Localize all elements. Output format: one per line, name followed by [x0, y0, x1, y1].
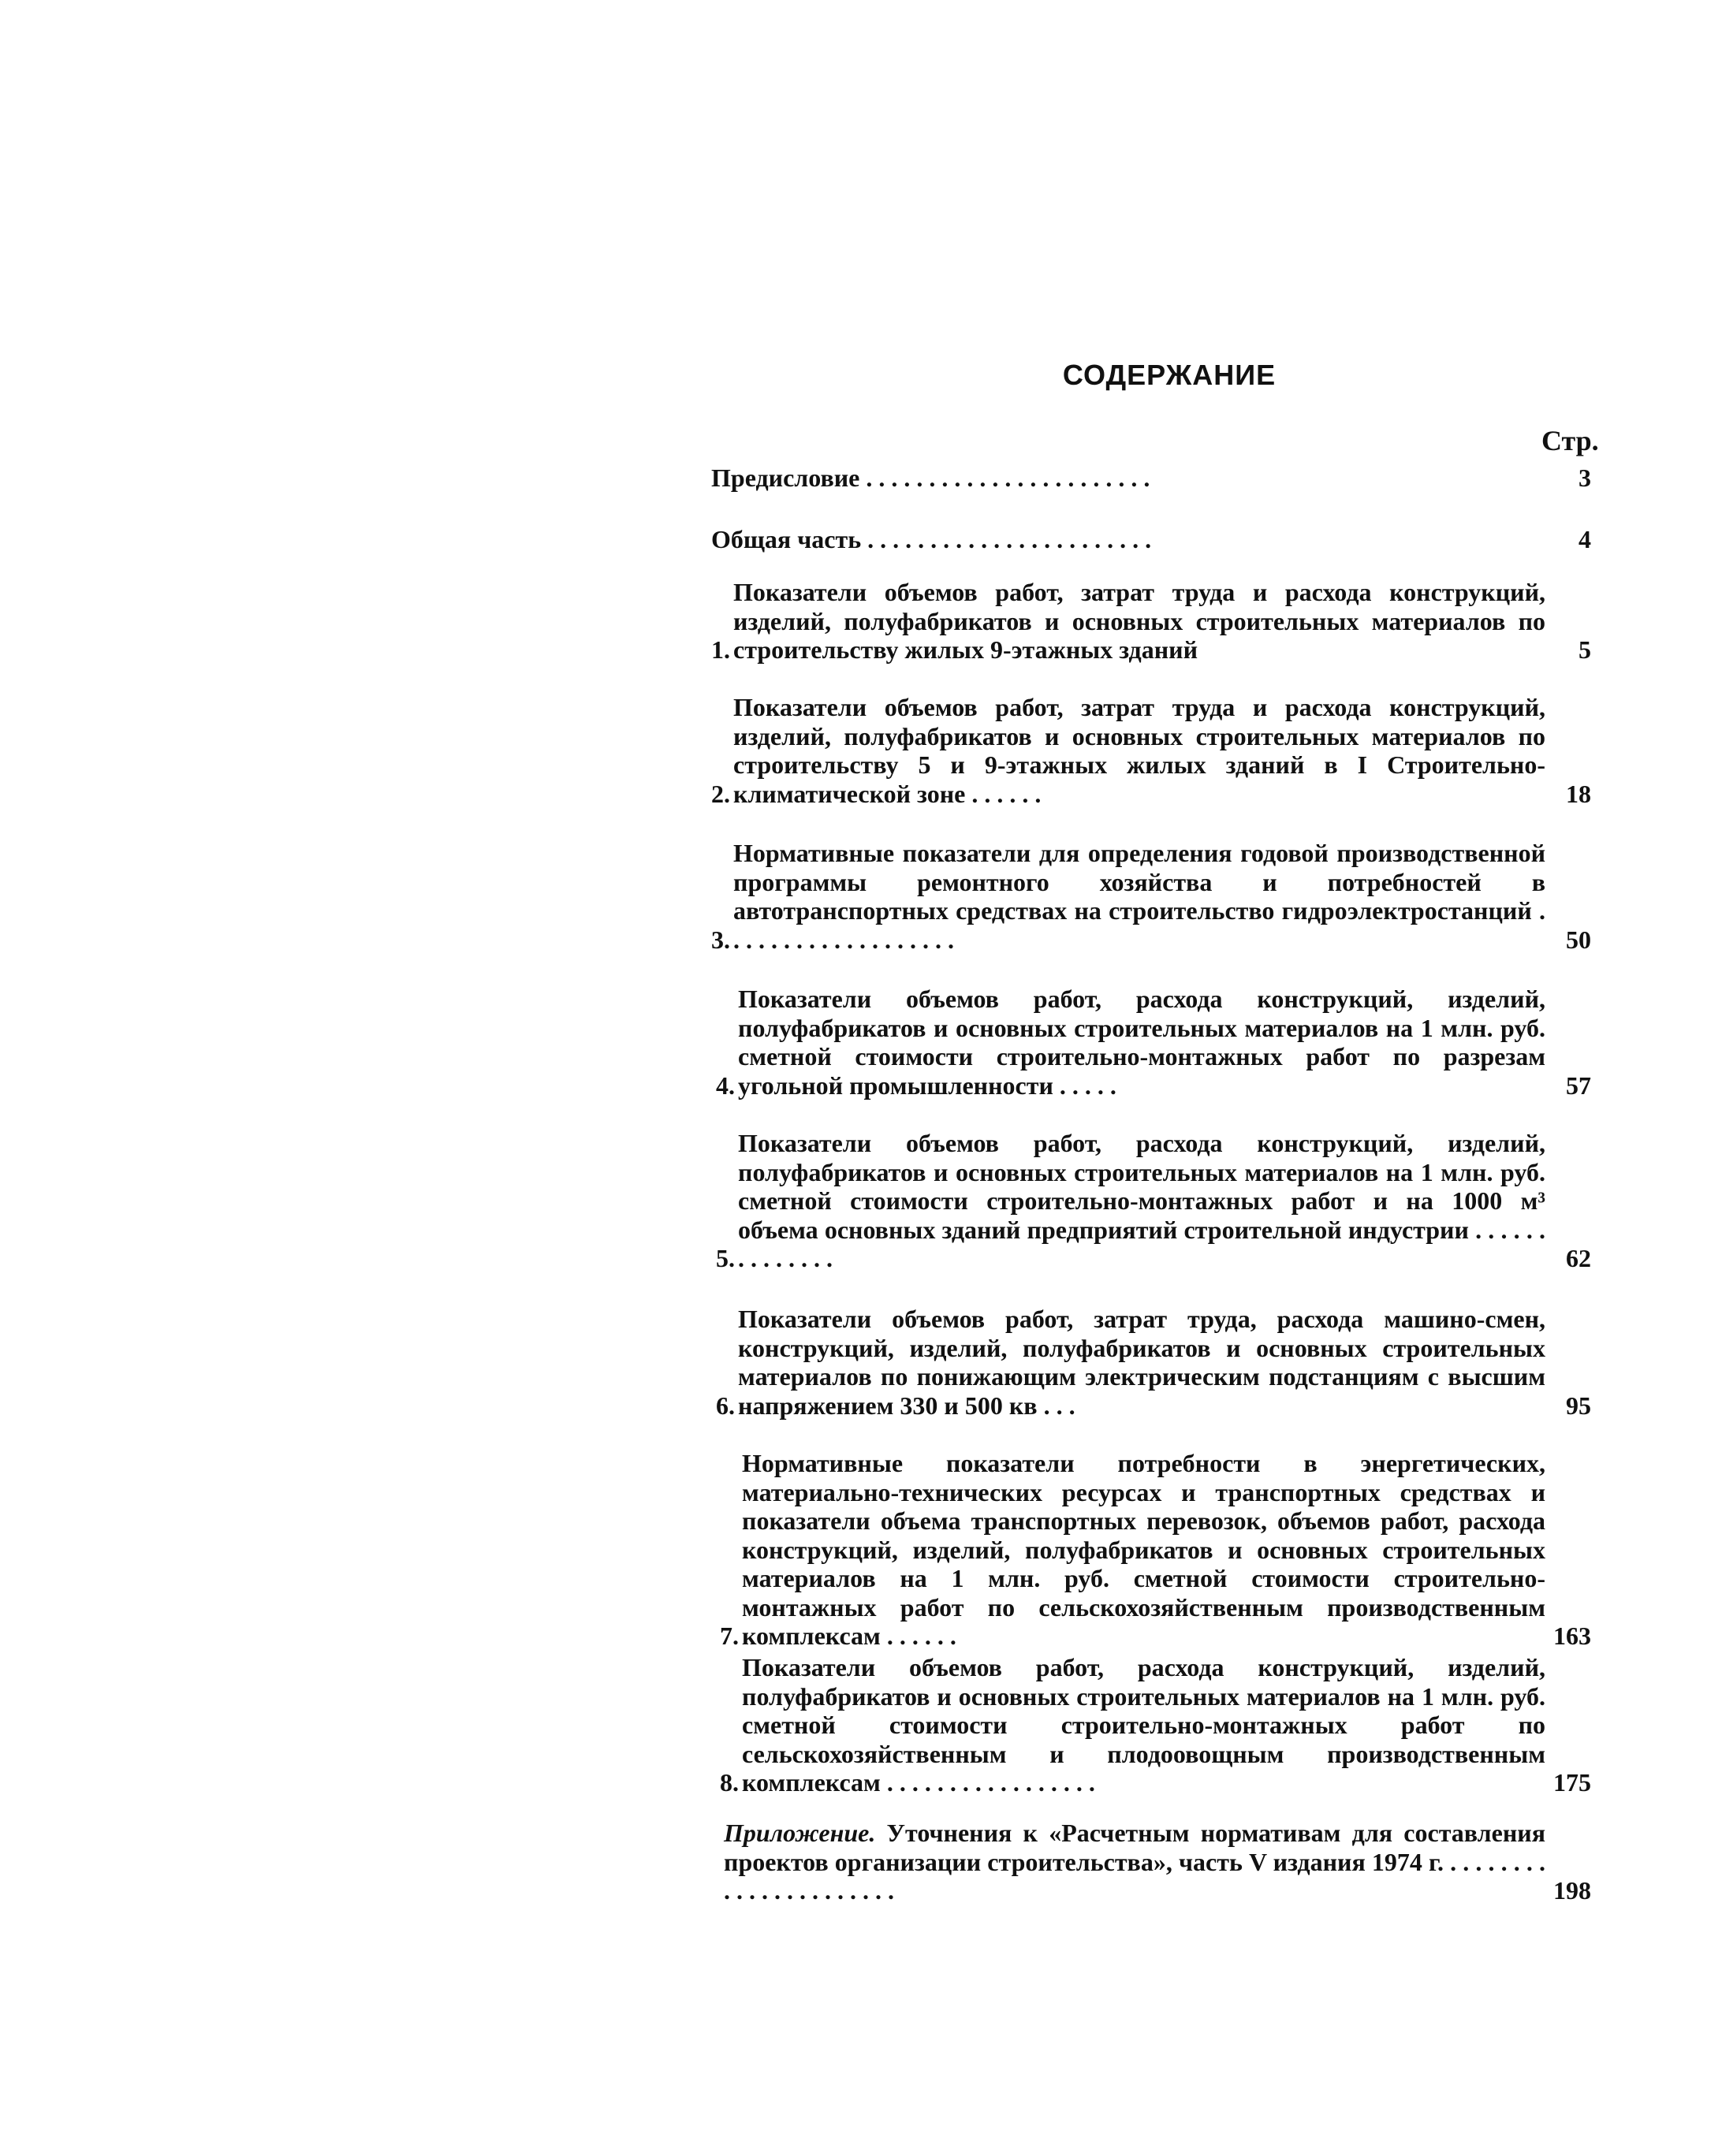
- toc-entry-page: 95: [1566, 1391, 1591, 1420]
- toc-entry-page: 62: [1566, 1244, 1591, 1272]
- toc-entry-3: [711, 839, 1591, 954]
- toc-entry-page: 198: [1553, 1876, 1591, 1905]
- toc-entry-text: Показатели объемов работ, затрат труда, расхода машино-смен, конструкций, изделий, полуфабрикатов и основных строительных материалов по понижающим электрическим подстанциям с высшим напряжением 330 и 500 кв . . .: [738, 1305, 1545, 1420]
- toc-entry-number: 2.: [711, 779, 730, 808]
- appendix-text: Уточнения к «Расчетным нормативам для составления проектов организации строительства», часть V издания 1974 г. . . . . . . . . . . . . . . . . . . . . . .: [724, 1819, 1546, 1905]
- toc-entry-text: Показатели объемов работ, расхода конструкций, изделий, полуфабрикатов и основных строительных материалов на 1 млн. руб. сметной стоимости строительно-монтажных работ по сельскохозяйственным и плодоовощным производственным комплексам . . . . . . . . . . . . . . . . .: [742, 1653, 1545, 1797]
- toc-entry-text: Нормативные показатели потребности в энергетических, материально-технических ресурсах и транспортных средствах и показатели объема транспортных перевозок, объемов работ, расхода конструкций, изделий, полуфабрикатов и основных строительных материалов на 1 млн. руб. сметной стоимости строительно-монтажных работ по сельскохозяйственным производственным комплексам . . . . . .: [742, 1449, 1545, 1650]
- toc-entry-number: 1.: [711, 635, 730, 664]
- toc-entry-number: 6.: [716, 1391, 735, 1420]
- toc-entry-text: [724, 1819, 1545, 1905]
- toc-entry-number: 5.: [716, 1244, 735, 1272]
- toc-entry-text: Предисловие . . . . . . . . . . . . . . . . . . . . . . .: [711, 464, 1150, 492]
- toc-entry-2: [711, 693, 1591, 808]
- toc-entry-number: 4.: [716, 1071, 735, 1100]
- toc-entry-page: 4: [1578, 525, 1591, 553]
- toc-entry-7: [720, 1449, 1591, 1651]
- toc-entry-page: 5: [1578, 635, 1591, 664]
- appendix-lead: Приложение.: [724, 1819, 876, 1847]
- toc-entry-text: Показатели объемов работ, расхода конструкций, изделий, полуфабрикатов и основных строительных материалов на 1 млн. руб. сметной стоимости строительно-монтажных работ по разрезам угольной промышленности . . . . .: [738, 985, 1545, 1100]
- toc-entry-text: Показатели объемов работ, затрат труда и расхода конструкций, изделий, полуфабрикатов и основных строительных материалов по строительству 5 и 9-этажных жилых зданий в I Строительно-климатической зоне . . . . . .: [733, 693, 1545, 808]
- toc-entry-page: 163: [1553, 1622, 1591, 1650]
- toc-entry-text: Общая часть . . . . . . . . . . . . . . . . . . . . . . .: [711, 525, 1152, 553]
- toc-entry-general-part: [711, 525, 1591, 554]
- contents-heading: СОДЕРЖАНИЕ: [1062, 359, 1277, 391]
- toc-entry-text: Нормативные показатели для определения годовой производственной программы ремонтного хозяйства и потребностей в автотранспортных средствах на строительство гидроэлектростанций . . . . . . . . . . . . . . . . . . .: [733, 839, 1545, 954]
- toc-entry-page: 175: [1553, 1768, 1591, 1797]
- toc-entry-5: [716, 1129, 1591, 1273]
- page-column-label: Стр.: [1541, 425, 1599, 456]
- toc-entry-8: [720, 1653, 1591, 1797]
- toc-entry-number: 8.: [720, 1768, 739, 1797]
- toc-entry-1: [711, 578, 1591, 665]
- toc-entry-preface: [711, 464, 1591, 493]
- toc-entry-4: [716, 985, 1591, 1100]
- toc-entry-appendix: [724, 1819, 1591, 1905]
- toc-entry-page: 18: [1566, 779, 1591, 808]
- toc-entry-page: 3: [1578, 464, 1591, 492]
- toc-entry-page: 57: [1566, 1071, 1591, 1100]
- toc-entry-text: Показатели объемов работ, расхода конструкций, изделий, полуфабрикатов и основных строительных материалов на 1 млн. руб. сметной стоимости строительно-монтажных работ и на 1000 м³ объема основных зданий предприятий строительной индустрии . . . . . . . . . . . . . .: [738, 1129, 1545, 1272]
- toc-entry-page: 50: [1566, 925, 1591, 954]
- toc-entry-number: 7.: [720, 1622, 739, 1650]
- toc-entry-text: Показатели объемов работ, затрат труда и расхода конструкций, изделий, полуфабрикатов и основных строительных материалов по строительству жилых 9-этажных зданий: [733, 578, 1545, 664]
- toc-entry-6: [716, 1305, 1591, 1420]
- toc-entry-number: 3.: [711, 925, 730, 954]
